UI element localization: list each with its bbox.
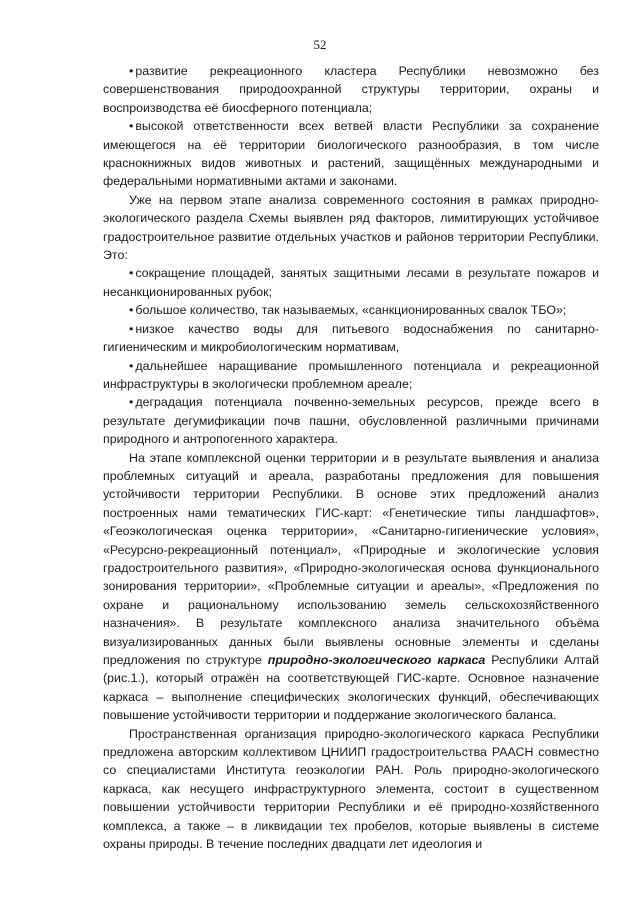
bullet-icon: • [129, 303, 134, 318]
bullet-item: • сокращение площадей, занятых защитными лесами в результате пожаров и несанкционированных рубок; [103, 266, 599, 299]
bullet-icon: • [129, 321, 134, 336]
bullet-item: • дальнейшее наращивание промышленного потенциала и рекреационной инфраструктуры в экологически проблемном ареале; [103, 358, 599, 391]
bullet-item: • высокой ответственности всех ветвей власти Республики за сохранение имеющегося на её территории биологического разнообразия, в том числе краснокнижных видов животных и растений, защищённых международными и федеральными нормативными актами и законами. [103, 119, 599, 189]
bullet-icon: • [129, 266, 134, 281]
bullet-icon: • [129, 119, 134, 134]
bullet-item: • развитие рекреационного кластера Республики невозможно без совершенствования природоохранной структуры территории, охраны и воспроизводства её биосферного потенциала; [103, 64, 599, 115]
bullet-item: • большое количество, так называемых, «санкционированных свалок ТБО»; [103, 301, 599, 319]
paragraph: На этапе комплексной оценки территории и в результате выявления и анализа проблемных ситуаций и ареала, разработаны предложения для повышения устойчивости территории Республики. В основе этих предложений анализ построенных нами тематических ГИС-карт: «Генетические типы ландшафтов», «Геоэкологическая оценка территории», «Санитарно-гигиенические условия», «Ресурсно-рекреационный потенциал», «Природные и экологические условия градостроительного развития», «Природно-экологическая основа функционального зонирования территории», «Проблемные ситуации и ареалы», «Предложения по охране и рациональному использованию земель сельскохозяйственного назначения». В результате комплексного анализа значительного объёма визуализированных данных были выявлены основные элементы и сделаны предложения по структуре природно-экологического каркаса Республики Алтай (рис.1.), который отражён на соответствующей ГИС-карте. Основное назначение каркаса – выполнение специфических экологических функций, обеспечивающих повышение устойчивости территории и поддержание экологического баланса. [103, 450, 599, 723]
paragraph: Пространственная организация природно-экологического каркаса Республики предложена авторским коллективом ЦНИИП градостроительства РААСН совместно со специалистами Института геоэкологии РАН. Роль природно-экологического каркаса, как несущего инфраструктурного элемента, состоит в существенном повышении устойчивости территории Республики и её природно-хозяйственного комплекса, а также – в ликвидации тех пробелов, которые выявлены в системе охраны природы. В течение последних двадцати лет идеология и [103, 726, 599, 852]
bullet-item: • деградация потенциала почвенно-земельных ресурсов, прежде всего в результате дегумификации почв пашни, обусловленной различными причинами природного и антропогенного характера. [103, 395, 599, 447]
page-number: 52 [313, 37, 327, 52]
bullet-icon: • [129, 358, 134, 373]
document-body [103, 62, 599, 853]
bullet-icon: • [129, 395, 134, 410]
bullet-item: • низкое качество воды для питьевого водоснабжения по санитарно-гигиеническим и микробиологическим нормативам, [103, 321, 599, 355]
paragraph: Уже на первом этапе анализа современного состояния в рамках природно-экологического раздела Схемы выявлен ряд факторов, лимитирующих устойчивое градостроительное развитие отдельных участков и районов территории Республики. Это: [103, 192, 599, 263]
emphasis-term: природно-экологического каркаса [267, 653, 486, 667]
bullet-icon: • [129, 64, 134, 78]
